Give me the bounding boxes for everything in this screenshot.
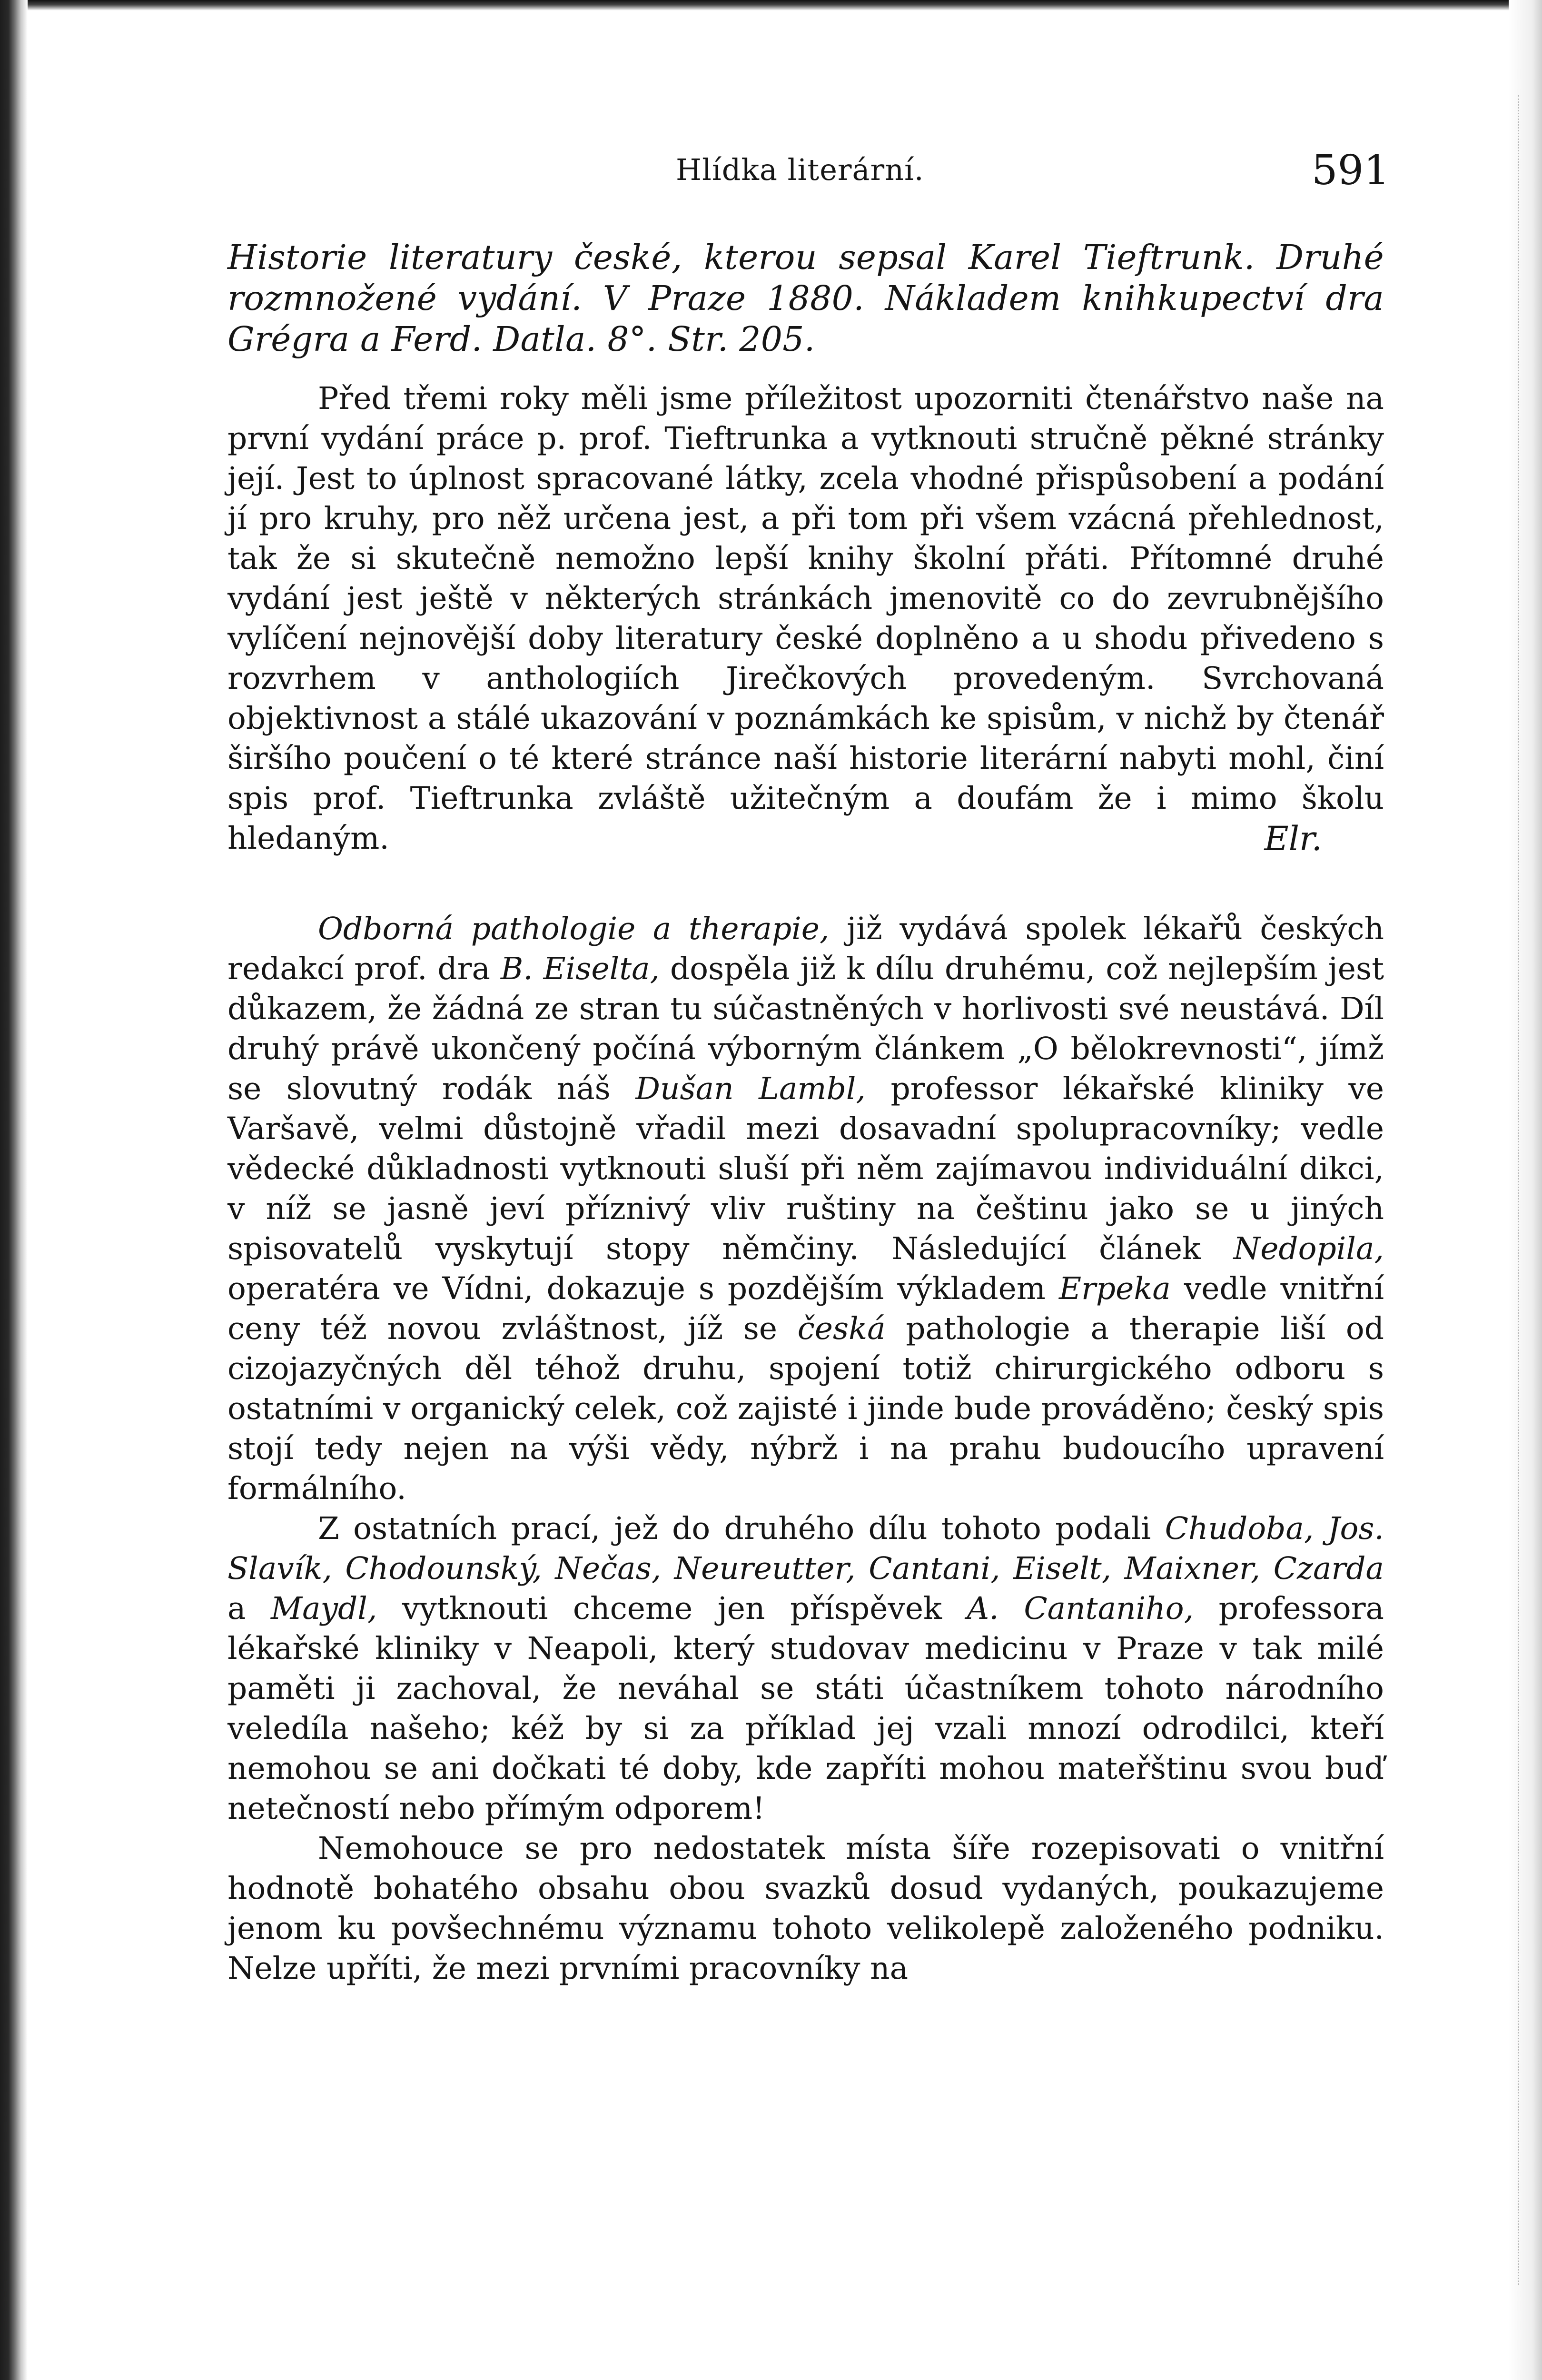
text-run: operatéra ve Vídni, dokazuje s pozdějším výkladem	[227, 1271, 1059, 1307]
review-paragraph	[227, 379, 1384, 859]
person-name: A. Cantaniho,	[967, 1591, 1194, 1626]
review-signature: Elr.	[1264, 819, 1322, 858]
text-run: Z ostatních prací, jež do druhého dílu tohoto podali	[318, 1511, 1165, 1547]
scan-binding-edge	[0, 0, 28, 2380]
running-title: Hlídka literární.	[676, 152, 924, 187]
author-names: Chudoba, Jos. Slavík, Chodounský, Nečas, Neureutter, Cantani, Eiselt, Maixner, Czarda	[227, 1511, 1384, 1587]
person-name: B. Eiselta,	[500, 951, 660, 987]
person-name: Maydl,	[271, 1591, 377, 1626]
show-through-marks	[1518, 95, 1538, 2285]
text-run: již vydává spolek lékařů českých redakcí prof. dra	[227, 911, 1384, 987]
page-number: 591	[1311, 147, 1390, 194]
book-citation-title: Historie literatury české, kterou sepsal Karel Tieftrunk. Druhé rozmnožené vydání. V Praze 1880. Nákladem knihkupectví dra Grégra a Ferd. Datla. 8°. Str. 205.	[227, 238, 1384, 359]
emphasis: česká	[797, 1311, 886, 1347]
work-title: Odborná pathologie a therapie,	[318, 911, 830, 947]
review-paragraph	[227, 909, 1384, 1509]
review-text: Před třemi roky měli jsme příležitost upozorniti čtenářstvo naše na první vydání práce p. prof. Tieftrunka a vytknouti stručně pěkné stránky její. Jest to úplnost spracované látky, zcela vhodné přispůsobení a podání jí pro kruhy, pro něž určena jest, a při tom při všem vzácná přehlednost, tak že si skutečně nemožno lepší knihy školní přáti. Přítomné druhé vydání jest ještě v některých stránkách jmenovitě co do zevrubnějšího vylíčení nejnovější doby literatury české doplněno a u shodu přivedeno s rozvrhem v anthologiích Jirečkových provedeným. Svrchovaná objektivnost a stálé ukazování v poznámkách ke spisům, v nichž by čtenář širšího poučení o té které stránce naší historie literární nabyti mohl, činí spis prof. Tieftrunka zvláště užitečným a doufám že i mimo školu hledaným.	[227, 381, 1384, 856]
review-paragraph	[227, 1509, 1384, 1829]
text-run: professor lékařské kliniky ve Varšavě, velmi důstojně vřadil mezi dosavadní spolupracovníky; vedle vědecké důkladnosti vytknouti sluší při něm zajímavou individuální dikci, v níž se jasně jeví příznivý vliv ruštiny na češtinu jako se u jiných spisovatelů vyskytují stopy němčiny. Následující článek	[227, 1071, 1384, 1267]
person-name: Erpeka	[1058, 1271, 1171, 1307]
text-run: a	[227, 1591, 271, 1626]
scan-top-edge	[0, 0, 1542, 10]
page-header	[228, 147, 1390, 209]
person-name: Dušan Lambl,	[635, 1071, 866, 1107]
text-run: vedle vnitřní ceny též novou zvláštnost, jíž se	[227, 1271, 1384, 1347]
text-run: Nemohouce se pro nedostatek místa šíře rozepisovati o vnitřní hodnotě bohatého obsahu obou svazků dosud vydaných, poukazujeme jenom ku povšechnému významu tohoto velikolepě založeného podniku. Nelze upříti, že mezi prvními pracovníky na	[227, 1831, 1384, 1986]
review-paragraph	[227, 1829, 1384, 1989]
person-name: Nedopila,	[1233, 1231, 1384, 1267]
text-column	[227, 237, 1384, 1989]
text-run: dospěla již k dílu druhému, což nejlepším jest důkazem, že žádná ze stran tu súčastněných v horlivosti své neustává. Díl druhý právě ukončený počíná výborným článkem „O bělokrevnosti“, jímž se slovutný rodák náš	[227, 951, 1384, 1107]
text-run: vytknouti chceme jen příspěvek	[377, 1591, 967, 1626]
section-spacer	[227, 859, 1384, 909]
text-run: pathologie a therapie liší od cizojazyčných děl téhož druhu, spojení totiž chirurgického odboru s ostatními v organický celek, což zajisté i jinde bude prováděno; český spis stojí tedy nejen na výši vědy, nýbrž i na prahu budoucího upravení formálního.	[227, 1311, 1384, 1507]
text-run: professora lékařské kliniky v Neapoli, který studovav medicinu v Praze v tak milé paměti ji zachoval, že neváhal se státi účastníkem tohoto národního veledíla našeho; kéž by si za příklad jej vzali mnozí odrodilci, kteří nemohou se ani dočkati té doby, kde zapříti mohou mateřštinu svou buď netečností nebo přímým odporem!	[227, 1591, 1384, 1826]
